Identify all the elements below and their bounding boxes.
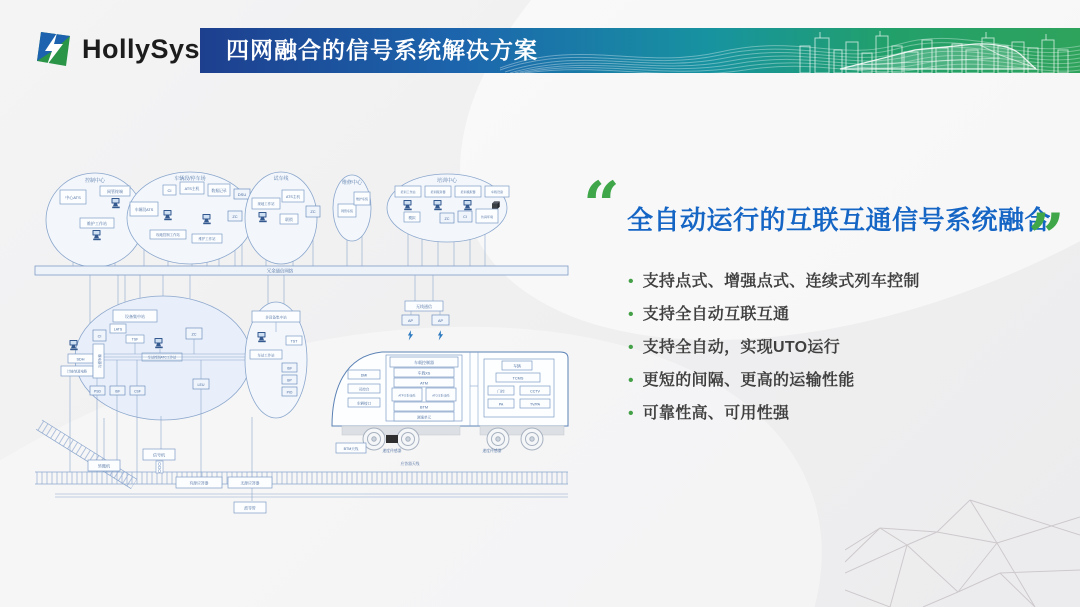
svg-text:ZC: ZC	[310, 209, 316, 214]
svg-text:PA: PA	[498, 402, 504, 407]
svg-text:培训模拟器: 培训模拟器	[460, 190, 476, 194]
bullet-icon: •	[628, 372, 634, 389]
svg-text:车载设备: 车载设备	[490, 190, 504, 194]
svg-text:BTM天线: BTM天线	[343, 447, 359, 451]
signal-system-diagram	[30, 158, 575, 540]
train-diagram	[332, 352, 568, 466]
feature-list	[628, 272, 1048, 437]
workstation-icon	[404, 200, 412, 210]
svg-text:控制中心: 控制中心	[84, 178, 106, 184]
svg-text:仿真环境: 仿真环境	[480, 215, 494, 219]
svg-text:计轴/轨道电路: 计轴/轨道电路	[66, 369, 88, 374]
svg-text:速度传感器: 速度传感器	[482, 449, 502, 453]
group-depot	[127, 172, 253, 264]
svg-text:无源应答器: 无源应答器	[240, 481, 260, 486]
close-quote-icon: ”	[1028, 200, 1065, 275]
group-equipment-station	[61, 296, 251, 420]
svg-text:ATS主机: ATS主机	[286, 195, 300, 199]
hollysys-logo	[34, 28, 200, 70]
hollysys-logo-icon	[34, 28, 74, 70]
svg-text:DSU: DSU	[237, 192, 247, 197]
svg-text:维护工作站: 维护工作站	[87, 221, 107, 226]
svg-text:ZC: ZC	[191, 332, 197, 337]
svg-text:速度传感器: 速度传感器	[382, 449, 402, 453]
radio-signal-icon	[438, 330, 443, 340]
svg-text:PSD: PSD	[94, 389, 101, 394]
network-diagram-svg	[30, 158, 575, 540]
workstation-icon	[203, 214, 211, 224]
svg-text:车站控制ATC工作站: 车站控制ATC工作站	[147, 355, 177, 360]
svg-text:波导管: 波导管	[244, 506, 256, 511]
svg-text:模拟: 模拟	[408, 216, 416, 220]
svg-text:ATS主机: ATS主机	[184, 187, 200, 191]
list-item: • 可靠性高、可用性强	[628, 405, 790, 422]
svg-text:车辆段/停车场: 车辆段/停车场	[174, 176, 206, 182]
polygon-mesh-decoration	[845, 475, 1080, 607]
svg-text:维护系统: 维护系统	[355, 197, 369, 201]
svg-text:ATM: ATM	[420, 381, 428, 386]
workstation-icon	[464, 200, 472, 210]
svg-text:测速单元: 测速单元	[416, 415, 432, 420]
list-item: • 支持全自动，实现UTO运行	[628, 339, 840, 356]
svg-text:车站工作站: 车站工作站	[257, 353, 275, 358]
group-training-center	[387, 174, 509, 242]
quote-heading: 全自动运行的互联互通信号系统融合	[627, 205, 1052, 235]
svg-text:CI: CI	[167, 188, 172, 193]
svg-text:维修中心: 维修中心	[341, 180, 363, 186]
svg-text:车辆: 车辆	[513, 364, 521, 369]
svg-text:TCMS: TCMS	[512, 376, 524, 381]
svg-text:车载控制器: 车载控制器	[414, 360, 434, 365]
svg-text:车辆接口: 车辆接口	[356, 401, 372, 406]
svg-text:数据记录: 数据记录	[211, 189, 227, 193]
workstation-icon	[93, 230, 101, 240]
svg-text:培训服务器: 培训服务器	[430, 190, 446, 194]
logo-text: HollySys	[82, 33, 201, 64]
onboard-device-icon	[492, 201, 500, 209]
svg-text:网管终端: 网管终端	[107, 189, 123, 194]
banner-train-icon	[840, 44, 1036, 69]
list-item: • 更短的间隔、更高的运输性能	[628, 372, 855, 389]
group-non-equipment-station	[245, 302, 307, 418]
svg-text:CSF: CSF	[134, 389, 141, 394]
workstation-icon	[70, 340, 78, 350]
radio-signal-icon	[408, 330, 413, 340]
svg-text:有源应答器: 有源应答器	[189, 481, 209, 486]
svg-text:ZC: ZC	[444, 217, 450, 221]
svg-text:SDH: SDH	[76, 357, 85, 362]
svg-text:培训工作站: 培训工作站	[400, 190, 416, 194]
svg-text:TV/PA: TV/PA	[529, 402, 541, 407]
svg-text:ATO主系/备系: ATO主系/备系	[432, 393, 450, 398]
redundant-network-bus	[35, 266, 568, 275]
svg-text:信号机: 信号机	[153, 452, 165, 458]
bullet-icon: •	[628, 273, 634, 290]
group-wireless	[402, 301, 449, 340]
svg-text:转辙机: 转辙机	[98, 463, 110, 469]
workstation-icon	[259, 212, 267, 222]
svg-text:应答器天线: 应答器天线	[400, 462, 420, 466]
group-test-line	[245, 172, 320, 264]
svg-text:司控台: 司控台	[358, 387, 370, 392]
svg-text:车载XS: 车载XS	[417, 371, 431, 376]
svg-text:PIO: PIO	[286, 390, 293, 395]
svg-text:AP: AP	[437, 319, 444, 323]
workstation-icon	[258, 332, 266, 342]
signal-lamp-icon	[156, 461, 163, 473]
svg-text:LEU: LEU	[197, 383, 205, 387]
svg-text:ISF: ISF	[286, 366, 293, 371]
title-banner	[200, 28, 1080, 73]
svg-text:现地工作站: 现地工作站	[257, 202, 275, 206]
svg-text:非设备集中站: 非设备集中站	[265, 315, 287, 320]
svg-text:门控: 门控	[497, 389, 505, 394]
workstation-icon	[155, 338, 163, 348]
svg-text:ZC: ZC	[232, 214, 238, 219]
list-item: • 支持全自动互联互通	[628, 306, 790, 323]
svg-text:现地控制工作站: 现地控制工作站	[156, 233, 180, 237]
svg-text:BTM: BTM	[419, 405, 429, 410]
bullet-icon: •	[628, 306, 634, 323]
svg-text:车辆段ATS: 车辆段ATS	[134, 208, 154, 212]
svg-text:继电器架: 继电器架	[97, 354, 102, 368]
svg-text:无线通信: 无线通信	[416, 304, 432, 309]
group-maintenance-center	[333, 175, 371, 241]
svg-text:中心ATS: 中心ATS	[65, 195, 81, 200]
svg-text:TSF: TSF	[131, 337, 139, 342]
workstation-icon	[434, 200, 442, 210]
svg-text:冗余通信网络: 冗余通信网络	[266, 268, 294, 274]
workstation-icon	[112, 198, 120, 208]
svg-text:设备集中站: 设备集中站	[125, 314, 145, 319]
svg-text:CI: CI	[463, 215, 467, 219]
svg-text:ISF: ISF	[114, 389, 121, 394]
bullet-icon: •	[628, 405, 634, 422]
workstation-icon	[164, 210, 172, 220]
svg-text:ATP主系/备系: ATP主系/备系	[398, 393, 416, 398]
svg-text:TST: TST	[290, 339, 298, 344]
svg-text:培训中心: 培训中心	[436, 178, 458, 184]
open-quote-icon: “	[583, 168, 620, 243]
svg-text:BP: BP	[287, 378, 292, 383]
slide-title: 四网融合的信号系统解决方案	[226, 37, 538, 63]
svg-text:试车线: 试车线	[273, 176, 289, 182]
svg-text:维护工作站: 维护工作站	[198, 237, 216, 241]
svg-text:CI: CI	[97, 334, 102, 339]
list-item: • 支持点式、增强点式、连续式列车控制	[628, 273, 920, 290]
svg-text:DMI: DMI	[360, 373, 368, 378]
svg-text:AP: AP	[407, 319, 414, 323]
svg-text:CCTV: CCTV	[530, 389, 540, 394]
svg-text:LATS: LATS	[113, 327, 123, 332]
svg-text:联锁: 联锁	[285, 218, 293, 222]
bullet-icon: •	[628, 339, 634, 356]
btm-antenna-block	[386, 435, 398, 443]
svg-text:网管系统: 网管系统	[340, 209, 354, 213]
